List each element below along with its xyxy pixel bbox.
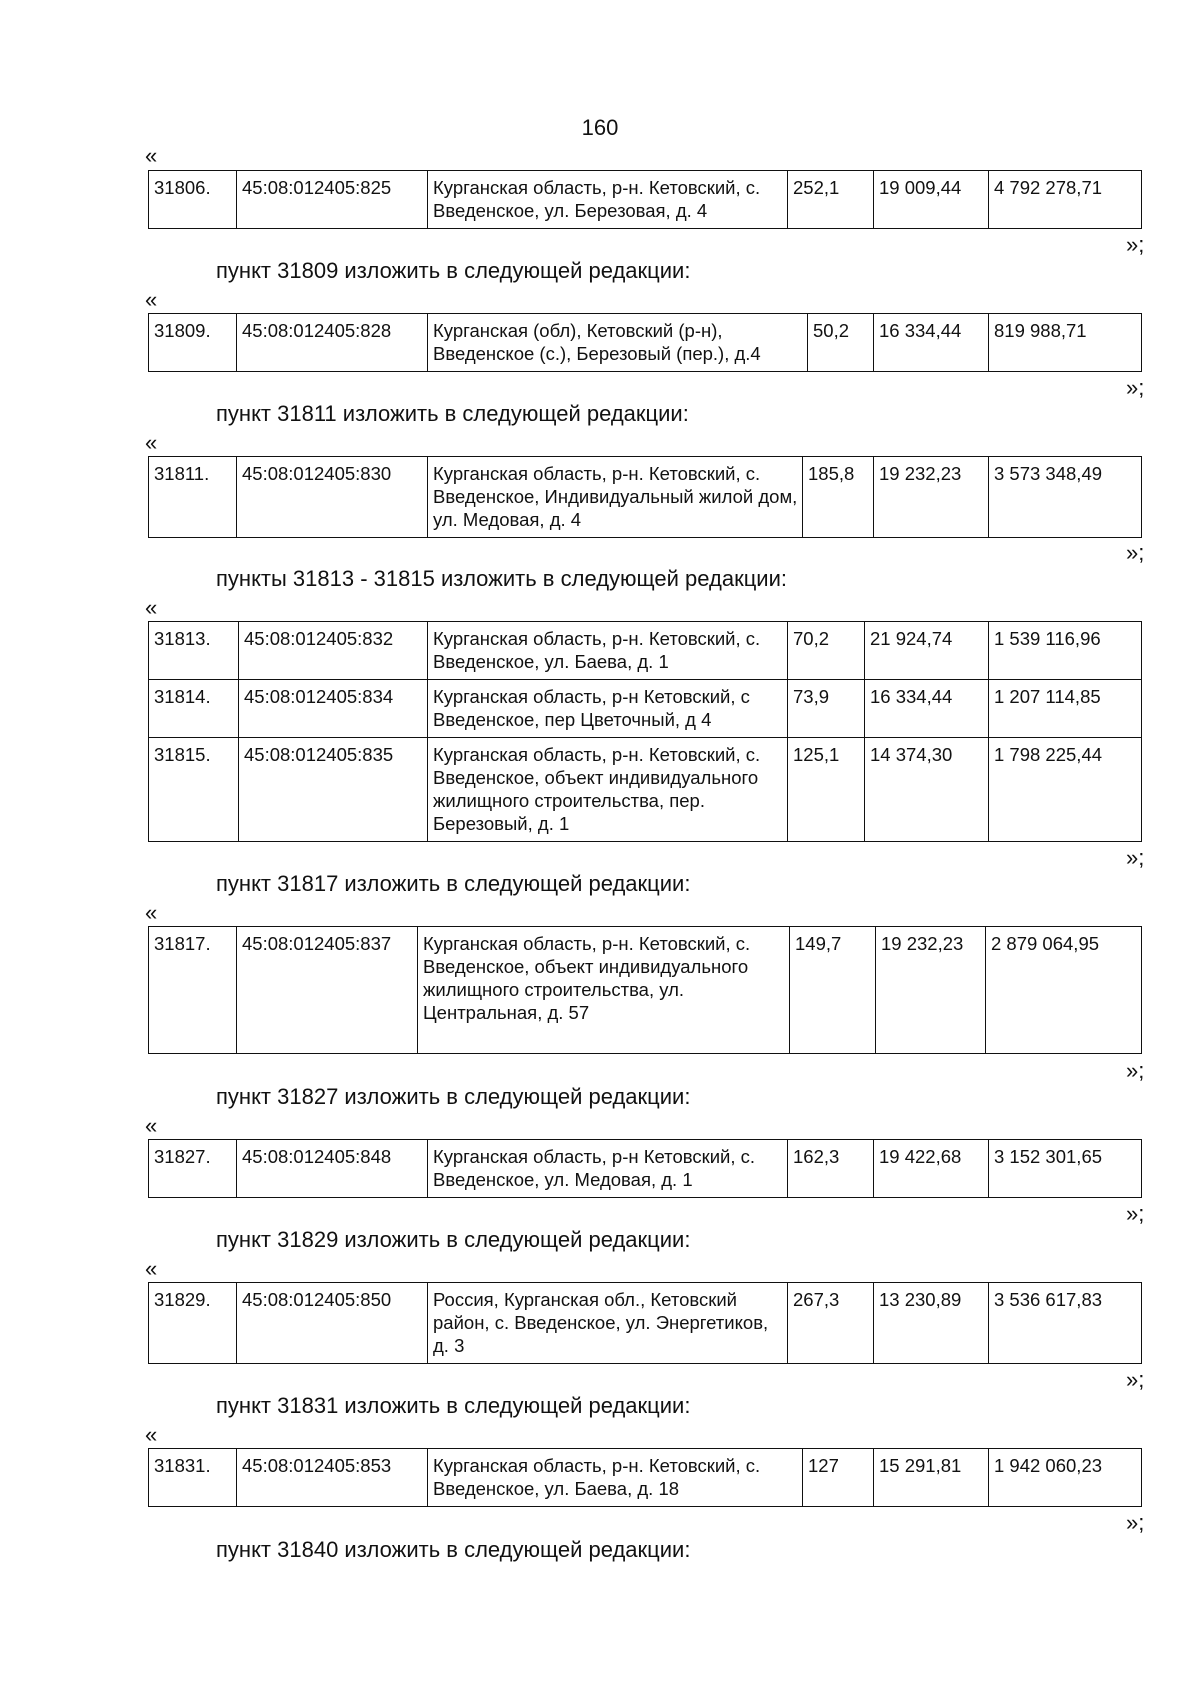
cadastral-value: 1 207 114,85 bbox=[989, 680, 1142, 738]
record-table bbox=[148, 1282, 1142, 1364]
open-quote: « bbox=[145, 287, 158, 312]
close-quote: »; bbox=[1126, 540, 1145, 565]
instruction-text: пункт 31831 изложить в следующей редакции: bbox=[216, 1393, 691, 1418]
instruction-text: пункт 31817 изложить в следующей редакции: bbox=[216, 871, 691, 896]
rate: 13 230,89 bbox=[874, 1283, 989, 1364]
table-row bbox=[149, 1449, 1142, 1507]
instruction-text: пункты 31813 - 31815 изложить в следующей редакции: bbox=[216, 566, 788, 591]
row-number: 31829. bbox=[149, 1283, 237, 1364]
address: Курганская (обл), Кетовский (р-н), Введенское (с.), Березовый (пер.), д.4 bbox=[428, 314, 808, 372]
instruction-text: пункт 31827 изложить в следующей редакции: bbox=[216, 1084, 691, 1109]
rate: 16 334,44 bbox=[874, 314, 989, 372]
rate: 19 232,23 bbox=[876, 927, 986, 1054]
close-quote: »; bbox=[1126, 375, 1145, 400]
area: 252,1 bbox=[788, 171, 874, 229]
cadastral-number: 45:08:012405:828 bbox=[237, 314, 428, 372]
rate: 21 924,74 bbox=[865, 622, 989, 680]
area: 70,2 bbox=[788, 622, 865, 680]
record-table bbox=[148, 456, 1142, 538]
area: 127 bbox=[803, 1449, 874, 1507]
area: 50,2 bbox=[808, 314, 874, 372]
open-quote: « bbox=[145, 900, 158, 925]
close-quote: »; bbox=[1126, 1367, 1145, 1392]
table-row bbox=[149, 738, 1142, 842]
address: Россия, Курганская обл., Кетовский район, с. Введенское, ул. Энергетиков, д. 3 bbox=[428, 1283, 788, 1364]
cadastral-number: 45:08:012405:853 bbox=[237, 1449, 428, 1507]
instruction-text: пункт 31811 изложить в следующей редакции: bbox=[216, 401, 689, 426]
close-quote: »; bbox=[1126, 1058, 1145, 1083]
rate: 19 422,68 bbox=[874, 1140, 989, 1198]
address: Курганская область, р-н. Кетовский, с. Введенское, объект индивидуального жилищного строительства, пер. Березовый, д. 1 bbox=[428, 738, 788, 842]
cadastral-value: 4 792 278,71 bbox=[989, 171, 1142, 229]
table-row bbox=[149, 927, 1142, 1054]
rate: 19 009,44 bbox=[874, 171, 989, 229]
row-number: 31806. bbox=[149, 171, 237, 229]
cadastral-number: 45:08:012405:830 bbox=[237, 457, 428, 538]
record-table bbox=[148, 1448, 1142, 1507]
cadastral-number: 45:08:012405:850 bbox=[237, 1283, 428, 1364]
record-table bbox=[148, 926, 1142, 1054]
row-number: 31815. bbox=[149, 738, 239, 842]
table-row bbox=[149, 1283, 1142, 1364]
close-quote: »; bbox=[1126, 232, 1145, 257]
area: 149,7 bbox=[790, 927, 876, 1054]
cadastral-number: 45:08:012405:848 bbox=[237, 1140, 428, 1198]
table-row bbox=[149, 1140, 1142, 1198]
cadastral-value: 3 573 348,49 bbox=[989, 457, 1142, 538]
table-row bbox=[149, 680, 1142, 738]
open-quote: « bbox=[145, 1113, 158, 1138]
row-number: 31831. bbox=[149, 1449, 237, 1507]
open-quote: « bbox=[145, 595, 158, 620]
close-quote: »; bbox=[1126, 1201, 1145, 1226]
cadastral-number: 45:08:012405:832 bbox=[239, 622, 428, 680]
address: Курганская область, р-н. Кетовский, с. Введенское, ул. Баева, д. 18 bbox=[428, 1449, 803, 1507]
row-number: 31809. bbox=[149, 314, 237, 372]
row-number: 31827. bbox=[149, 1140, 237, 1198]
address: Курганская область, р-н Кетовский, с Введенское, пер Цветочный, д 4 bbox=[428, 680, 788, 738]
cadastral-number: 45:08:012405:825 bbox=[237, 171, 428, 229]
rate: 19 232,23 bbox=[874, 457, 989, 538]
cadastral-value: 1 942 060,23 bbox=[989, 1449, 1142, 1507]
table-row bbox=[149, 457, 1142, 538]
row-number: 31811. bbox=[149, 457, 237, 538]
cadastral-value: 3 536 617,83 bbox=[989, 1283, 1142, 1364]
open-quote: « bbox=[145, 1256, 158, 1281]
cadastral-number: 45:08:012405:835 bbox=[239, 738, 428, 842]
cadastral-value: 3 152 301,65 bbox=[989, 1140, 1142, 1198]
record-table bbox=[148, 621, 1142, 842]
record-table bbox=[148, 170, 1142, 229]
area: 267,3 bbox=[788, 1283, 874, 1364]
table-row bbox=[149, 171, 1142, 229]
record-table bbox=[148, 1139, 1142, 1198]
area: 125,1 bbox=[788, 738, 865, 842]
row-number: 31813. bbox=[149, 622, 239, 680]
open-quote: « bbox=[145, 143, 158, 168]
cadastral-value: 1 539 116,96 bbox=[989, 622, 1142, 680]
page-number: 160 bbox=[581, 115, 619, 140]
cadastral-number: 45:08:012405:837 bbox=[237, 927, 418, 1054]
record-table bbox=[148, 313, 1142, 372]
close-quote: »; bbox=[1126, 845, 1145, 870]
row-number: 31814. bbox=[149, 680, 239, 738]
area: 162,3 bbox=[788, 1140, 874, 1198]
rate: 16 334,44 bbox=[865, 680, 989, 738]
cadastral-number: 45:08:012405:834 bbox=[239, 680, 428, 738]
table-row bbox=[149, 314, 1142, 372]
address: Курганская область, р-н. Кетовский, с. Введенское, ул. Баева, д. 1 bbox=[428, 622, 788, 680]
open-quote: « bbox=[145, 430, 158, 455]
cadastral-value: 1 798 225,44 bbox=[989, 738, 1142, 842]
cadastral-value: 819 988,71 bbox=[989, 314, 1142, 372]
address: Курганская область, р-н. Кетовский, с. Введенское, ул. Березовая, д. 4 bbox=[428, 171, 788, 229]
rate: 14 374,30 bbox=[865, 738, 989, 842]
cadastral-value: 2 879 064,95 bbox=[986, 927, 1142, 1054]
row-number: 31817. bbox=[149, 927, 237, 1054]
address: Курганская область, р-н Кетовский, с. Введенское, ул. Медовая, д. 1 bbox=[428, 1140, 788, 1198]
address: Курганская область, р-н. Кетовский, с. Введенское, Индивидуальный жилой дом, ул. Медовая, д. 4 bbox=[428, 457, 803, 538]
instruction-text: пункт 31829 изложить в следующей редакции: bbox=[216, 1227, 691, 1252]
area: 185,8 bbox=[803, 457, 874, 538]
instruction-text: пункт 31840 изложить в следующей редакции: bbox=[216, 1537, 691, 1562]
address: Курганская область, р-н. Кетовский, с. Введенское, объект индивидуального жилищного строительства, ул. Центральная, д. 57 bbox=[418, 927, 790, 1054]
open-quote: « bbox=[145, 1422, 158, 1447]
rate: 15 291,81 bbox=[874, 1449, 989, 1507]
close-quote: »; bbox=[1126, 1510, 1145, 1535]
table-row bbox=[149, 622, 1142, 680]
instruction-text: пункт 31809 изложить в следующей редакции: bbox=[216, 258, 691, 283]
area: 73,9 bbox=[788, 680, 865, 738]
